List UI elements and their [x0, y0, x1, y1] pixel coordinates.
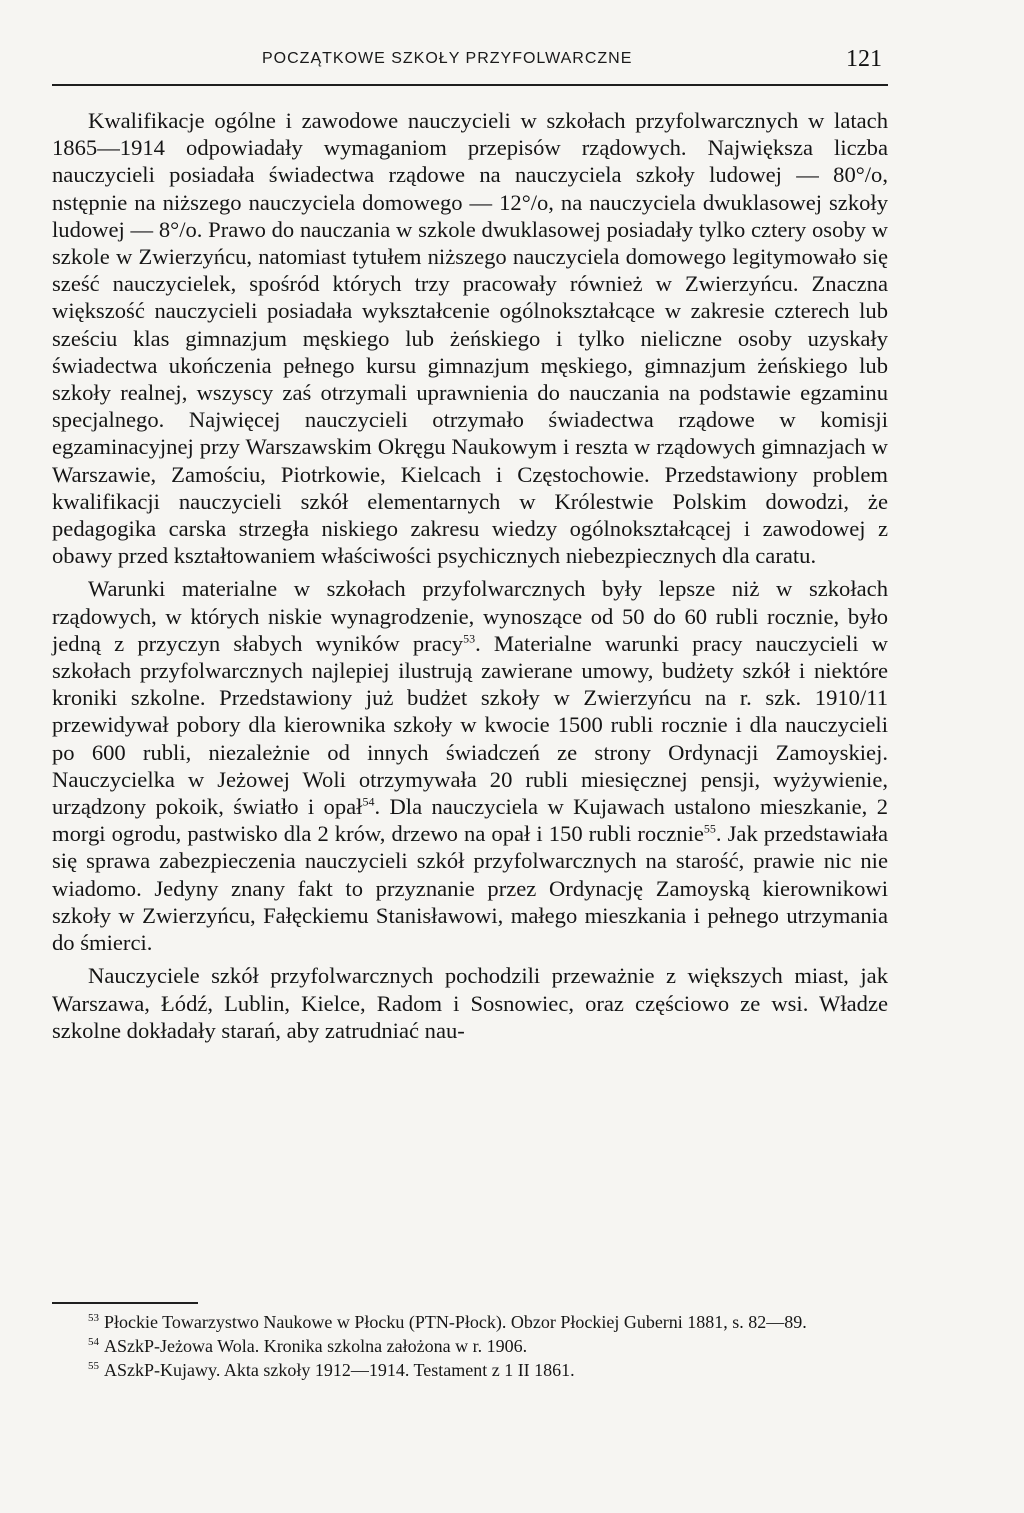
footnote [52, 1334, 888, 1358]
footnote [52, 1310, 888, 1334]
page-header [52, 44, 888, 86]
footnote-reference: 55 [703, 821, 716, 836]
footnote-text: ASzkP-Kujawy. Akta szkoły 1912—1914. Testament z 1 II 1861. [104, 1360, 575, 1380]
paragraph-text: . Dla nauczyciela w Kujawach ustalono mieszkanie, 2 morgi ogrodu, pastwisko dla 2 krów, drzewo na opał i 150 rubli rocznie [52, 794, 888, 847]
paragraph-text: Nauczyciele szkół przyfolwarcznych pochodzili przeważnie z większych miast, jak Warszawa, Łódź, Lublin, Kielce, Radom i Sosnowiec, oraz częściowo ze wsi. Władze szkolne dokładały starań, aby zatrudniać nau- [52, 963, 888, 1043]
paragraph [52, 575, 888, 956]
footnote-number: 53 [88, 1312, 99, 1324]
footnote-number: 54 [88, 1336, 99, 1348]
footnote-text: ASzkP-Jeżowa Wola. Kronika szkolna założona w r. 1906. [104, 1336, 528, 1356]
running-head: POCZĄTKOWE SZKOŁY PRZYFOLWARCZNE [262, 50, 633, 67]
footnote-reference: 54 [362, 794, 375, 809]
footnote [52, 1358, 888, 1382]
footnote-text: Płockie Towarzystwo Naukowe w Płocku (PTN-Płock). Obzor Płockiej Guberni 1881, s. 82—89. [104, 1312, 807, 1332]
paragraph-text: Warunki materialne w szkołach przyfolwarcznych były lepsze niż w szkołach rządowych, w których niskie wynagrodzenie, wynoszące od 50 do 60 rubli rocznie, było jedną z przyczyn słabych wyników pracy [52, 576, 888, 656]
body-text [52, 107, 888, 1044]
paragraph-text: . Jak przedstawiała się sprawa zabezpieczenia nauczycieli szkół przyfolwarcznych na starość, prawie nic nie wiadomo. Jedyny znany fakt to przyznanie przez Ordynację Zamoyską kierownikowi szkoły w Zwierzyńcu, Fałęckiemu Stanisławowi, małego mieszkania i pełnego utrzymania do śmierci. [52, 821, 888, 956]
paragraph [52, 962, 888, 1044]
paragraph [52, 107, 888, 569]
paragraph-text: . Materialne warunki pracy nauczycieli w szkołach przyfolwarcznych najlepiej ilustrują zawierane umowy, budżety szkół i niektóre kroniki szkolne. Przedstawiony już budżet szkoły w Zwierzyńcu na r. szk. 1910/11 przewidywał pobory dla kierownika szkoły w kwocie 1500 rubli rocznie i dla nauczycieli po 600 rubli, niezależnie od innych świadczeń ze strony Ordynacji Zamoyskiej. Nauczycielka w Jeżowej Woli otrzymywała 20 rubli miesięcznej pensji, wyżywienie, urządzony pokoik, światło i opał [52, 630, 888, 820]
footnote-number: 55 [88, 1360, 99, 1372]
footnote-rule [52, 1302, 198, 1304]
footnotes [52, 1310, 888, 1382]
page-number: 121 [846, 46, 882, 72]
paragraph-text: Kwalifikacje ogólne i zawodowe nauczycieli w szkołach przyfolwarcznych w latach 1865—1914 odpowiadały wymaganiom przepisów rządowych. Największa liczba nauczycieli posiadała świadectwa rządowe na nauczyciela szkoły ludowej — 80°/o, nstępnie na niższego nauczyciela domowego — 12°/o, na nauczyciela dwuklasowej szkoły ludowej — 8°/o. Prawo do nauczania w szkole dwuklasowej posiadały tylko cztery osoby w szkole w Zwierzyńcu, natomiast tytułem niższego nauczyciela domowego legitymowało się sześć nauczycielek, spośród których trzy pracowały również w Zwierzyńcu. Znaczna większość nauczycieli posiadała wykształcenie ogólnokształcące w zakresie czterech lub sześciu klas gimnazjum męskiego lub żeńskiego i tylko nieliczne osoby uzyskały świadectwa ukończenia pełnego kursu gimnazjum męskiego, gimnazjum żeńskiego lub szkoły realnej, wszyscy zaś otrzymali uprawnienia do nauczania na podstawie egzaminu specjalnego. Najwięcej nauczycieli otrzymało świadectwa rządowe w komisji egzaminacyjnej przy Warszawskim Okręgu Naukowym i reszta w rządowych gimnazjach w Warszawie, Zamościu, Piotrkowie, Kielcach i Częstochowie. Przedstawiony problem kwalifikacji nauczycieli szkół elementarnych w Królestwie Polskim dowodzi, że pedagogika carska strzegła niskiego zakresu wiedzy ogólnokształcącej i zawodowej z obawy przed kształtowaniem właściwości psychicznych niebezpiecznych dla caratu. [52, 108, 888, 569]
footnote-reference: 53 [463, 631, 476, 646]
